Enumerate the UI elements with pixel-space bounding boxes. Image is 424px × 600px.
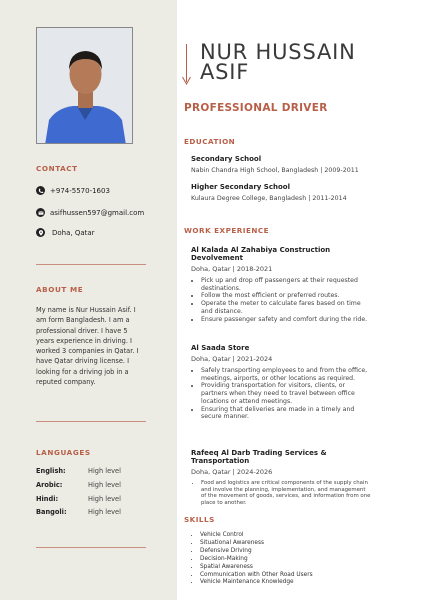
skill-item: • Decision-Making: [200, 556, 313, 564]
education-heading: EDUCATION: [184, 137, 236, 146]
languages-heading: LANGUAGES: [36, 448, 91, 457]
language-name: Arobic:: [36, 481, 63, 489]
job-bullet: • Pick up and drop off passengers at their requested destinations.: [201, 277, 371, 292]
job-title: PROFESSIONAL DRIVER: [184, 102, 328, 114]
job-bullet: • Follow the most efficient or preferred routes.: [201, 292, 371, 300]
skill-item: • Defensive Driving: [200, 548, 313, 556]
education-detail: Kulaura Degree College, Bangladesh | 2011-2014: [191, 195, 347, 202]
language-item: [36, 495, 136, 503]
company-name: Rafeeq Al Darb Trading Services & Transportation: [191, 449, 327, 465]
about-text: My name is Nur Hussain Asif. I am form Bangladesh. I am a professional driver. I have 5 years experience in driving. I worked 3 companies in Qatar. I have Qatar driving license. I looking for a driving job in a reputed company.: [36, 306, 139, 387]
skills-heading: SKILLS: [184, 515, 215, 524]
education-detail: Nabin Chandra High School, Bangladesh | 2009-2011: [191, 167, 359, 174]
job-meta: Doha, Qatar | 2018-2021: [191, 265, 273, 273]
work-experience-heading: WORK EXPERIENCE: [184, 226, 270, 235]
education-title: Higher Secondary School: [191, 183, 290, 191]
job-meta: Doha, Qatar | 2021-2024: [191, 355, 273, 363]
job-entry: [191, 344, 371, 421]
location-pin-icon: [36, 228, 45, 237]
arrow-down-icon: [182, 76, 191, 85]
profile-photo: [36, 27, 133, 144]
job-bullet: • Ensure passenger safety and comfort during the ride.: [201, 316, 371, 324]
job-bullet: • Operate the meter to calculate fares based on time and distance.: [201, 300, 371, 315]
company-name: Al Saada Store: [191, 344, 250, 352]
language-level: High level: [88, 495, 121, 503]
location-text: Doha, Qatar: [52, 228, 95, 237]
language-item: [36, 508, 136, 516]
job-bullet: • Food and logistics are critical components of the supply chain and involve the planning, implementation, and management of the movement of goods, services, and information from one place to another.: [201, 480, 371, 507]
language-level: High level: [88, 481, 121, 489]
skill-item: • Vehicle Control: [200, 532, 313, 540]
skills-list: [191, 532, 313, 587]
candidate-name: NUR HUSSAIN ASIF: [200, 40, 356, 84]
language-item: [36, 467, 136, 475]
divider: [36, 547, 146, 548]
email-icon: [36, 208, 45, 217]
skill-item: • Spatial Awareness: [200, 564, 313, 572]
about-heading: ABOUT ME: [36, 285, 84, 294]
email-text: asifhussen597@gmail.com: [50, 208, 145, 217]
contact-heading: CONTACT: [36, 164, 78, 173]
job-entry: [191, 449, 371, 507]
skill-item: • Communication with Other Road Users: [200, 572, 313, 580]
job-bullet: • Safely transporting employees to and from the office, meetings, airports, or other locations as required.: [201, 367, 371, 382]
phone-text: +974-5570-1603: [50, 186, 110, 195]
contact-phone: [36, 186, 110, 195]
job-meta: Doha, Qatar | 2024-2026: [191, 468, 273, 476]
job-bullet: • Providing transportation for visitors, clients, or partners when they need to travel between office locations or attend meetings.: [201, 382, 371, 405]
phone-icon: [36, 186, 45, 195]
divider: [36, 264, 146, 265]
language-name: English:: [36, 467, 66, 475]
education-title: Secondary School: [191, 155, 262, 163]
language-name: Bangoli:: [36, 508, 67, 516]
language-level: High level: [88, 508, 121, 516]
language-name: Hindi:: [36, 495, 59, 503]
company-name: Al Kalada Al Zahabiya Construction Devolvement: [191, 246, 331, 262]
contact-email: [36, 208, 144, 217]
job-bullet: • Ensuring that deliveries are made in a timely and secure manner.: [201, 406, 371, 421]
skill-item: • Vehicle Maintenance Knowledge: [200, 579, 313, 587]
skill-item: • Situational Awareness: [200, 540, 313, 548]
language-item: [36, 481, 136, 489]
divider: [36, 421, 146, 422]
job-entry: [191, 246, 371, 323]
contact-location: [36, 228, 95, 237]
language-level: High level: [88, 467, 121, 475]
